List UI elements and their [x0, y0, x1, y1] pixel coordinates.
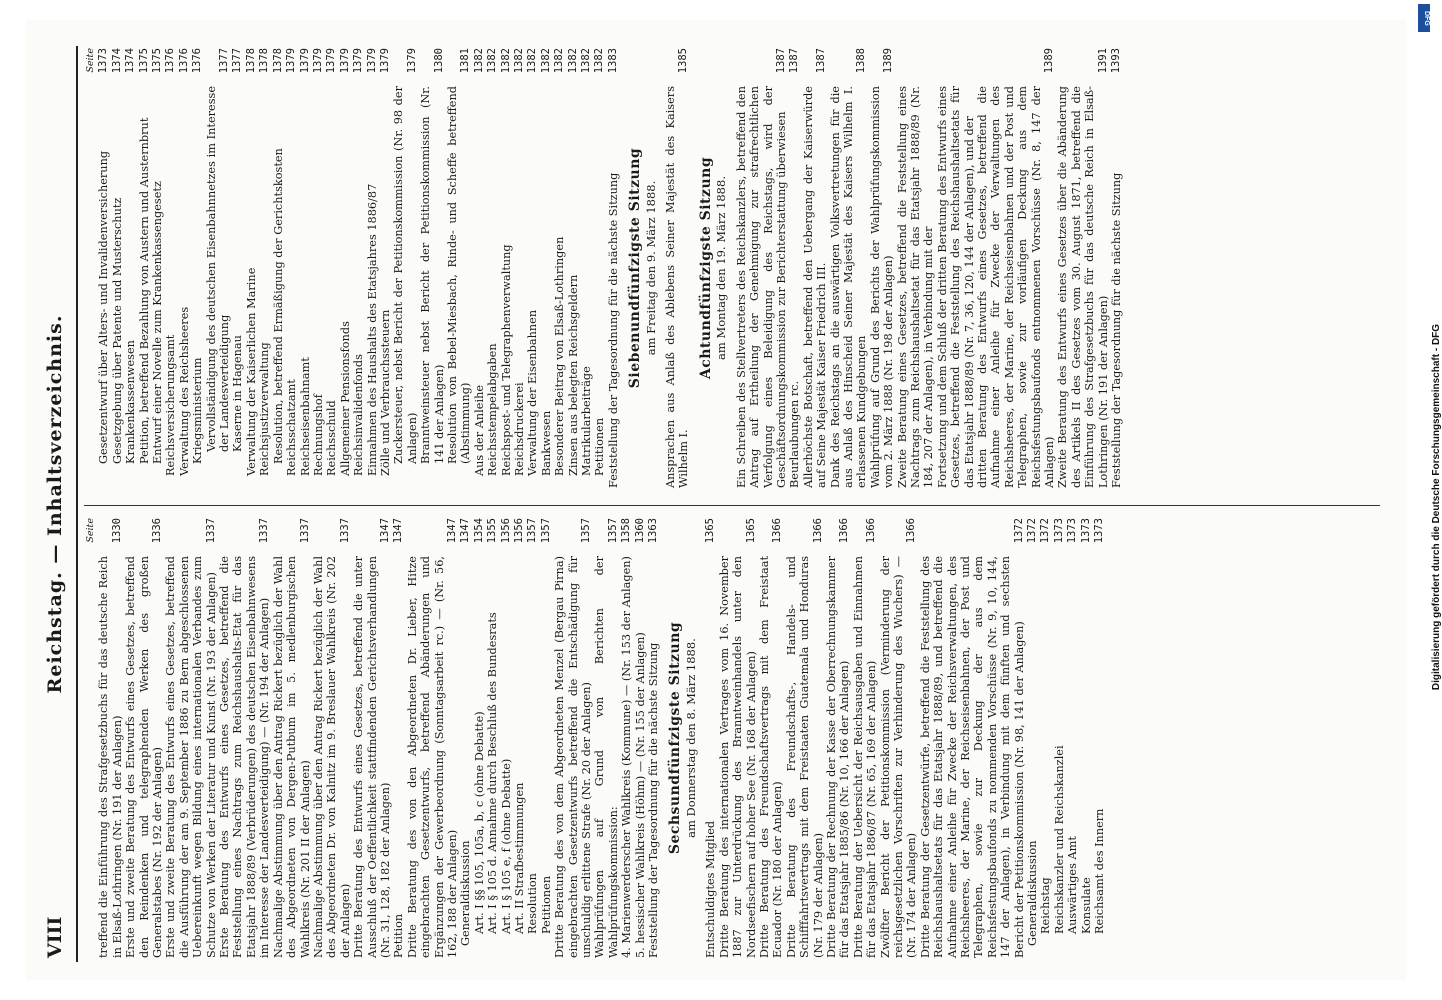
session-heading: Achtundfünfzigste Sitzung [697, 156, 714, 380]
toc-entry-page: 1379 [352, 48, 365, 74]
toc-entry-text: Reichsdruckerei [513, 382, 526, 476]
toc-entry [205, 48, 232, 488]
right-entries-session2 [735, 48, 1124, 488]
toc-entry [919, 518, 1026, 958]
toc-entry-text: Aus der Anleihe [472, 384, 486, 476]
toc-entry-text: treffend die Einführung des Strafgesetzbuchs für das deutsche Reich in Elsaß-Lothringen (Nr. 191 der Anlagen) [97, 556, 124, 958]
toc-entry-text: Art. I §§ 105, 105a, b, c (ohne Debatte) [472, 711, 486, 934]
toc-entry-page: 1375 [137, 48, 150, 74]
toc-entry-page: 1382 [566, 48, 579, 74]
toc-entry [325, 48, 338, 488]
toc-entry-page: 1378 [244, 48, 257, 74]
toc-entry-text: Verwaltung des Reichsheeres [177, 306, 191, 476]
toc-entry [486, 518, 499, 958]
toc-entry-page: 1387 [788, 48, 801, 74]
toc-entry-page: 1380 [432, 48, 445, 74]
session-date: am Montag den 19. März 1888. [714, 176, 729, 360]
toc-entry-page: 1385 [677, 48, 690, 74]
toc-entry-page: 1337 [298, 518, 311, 544]
toc-entry [553, 48, 566, 488]
toc-entry [392, 48, 419, 488]
toc-entry [567, 48, 580, 488]
toc-entry-text: 4. Marienwerderscher Wahlkreis (Kommune) — (Nr. 153 der Anlagen) [620, 556, 634, 958]
toc-entry-page: 1336 [151, 518, 164, 544]
toc-entry-text: Zwölfter Bericht der Petitionskommission (Verminderung der reichsgesetzlichen Vorschriften zur Verhinderung des Wuchers) — (Nr. 174 der Anlagen) [878, 556, 919, 958]
toc-entry-text: Ein Schreiben des Stellvertreters des Reichskanzlers, betreffend den Antrag auf Ertheilung der Genehmigung zur strafrechtlichen Verfolgung eines Beleidigung des Reichstags, wird der Geschäftsordnungskommission zur Berichterstattung überwiesen [734, 86, 788, 488]
toc-entry [446, 48, 473, 488]
toc-entry [97, 48, 110, 488]
toc-entry-page: 1356 [499, 518, 512, 544]
toc-entry-page: 1372 [1026, 518, 1039, 544]
session-heading: Sechsundfünfzigste Sitzung [667, 621, 684, 855]
toc-entry [164, 48, 177, 488]
toc-entry-text: Nachmalige Abstimmung über den Antrag Rickert bezüglich der Wahl des Abgeordneten von Dergen-Putbum im 5. medlenburgischen Wahlkreis (Nr. 201 II der Anlagen) [271, 556, 312, 958]
toc-entry [1056, 48, 1110, 488]
toc-entry-text: Reichsjustizverwaltung [258, 342, 272, 476]
toc-entry [500, 518, 513, 958]
toc-entry [593, 518, 620, 958]
toc-entry-text: Allerhöchste Botschaft, betreffend den Uebergang der Kaiserwürde auf Seine Majestät Kaiser Friedrich III. [801, 86, 829, 488]
toc-entry-text: Reichsstempelabgaben [486, 343, 500, 476]
toc-entry [258, 48, 271, 488]
toc-entry-page: 1374 [110, 48, 123, 74]
toc-entry-page: 1363 [647, 518, 660, 544]
toc-entry-page: 1330 [110, 518, 123, 544]
toc-entry [111, 48, 124, 488]
right-column [84, 48, 1380, 488]
digitization-note [1417, 20, 1442, 980]
toc-entry-text: Petition [392, 913, 406, 958]
toc-entry-page: 1383 [606, 48, 619, 74]
toc-entry [272, 518, 312, 958]
toc-entry-text: Generaldiskussion [1026, 840, 1040, 946]
toc-entry [896, 48, 936, 488]
toc-entry-page: 1382 [593, 48, 606, 74]
toc-entry [526, 48, 539, 488]
toc-entry-page: 1377 [218, 48, 231, 74]
toc-entry-page: 1379 [378, 48, 391, 74]
seite-label: Seite [85, 518, 96, 543]
toc-entry-text: Reichstag [1039, 877, 1053, 934]
toc-entry-text: Vervollständigung des deutschen Eisenbahnnetzes im Interesse der Landesverteidigung [204, 86, 232, 452]
toc-entry-text: Dritte Beratung des Freundschafts-, Handels- und Schifffahrtsvertrags mit dem Freistaaten Guatemala und Honduras (Nr. 179 der Anlagen) [784, 556, 825, 958]
page-header [44, 50, 72, 958]
toc-entry-text: Auswärtiges Amt [1066, 836, 1080, 934]
toc-entry-page: 1379 [325, 48, 338, 74]
toc-entry-text: Kriegsministerium [191, 357, 205, 464]
toc-entry-page: 1356 [513, 518, 525, 544]
toc-entry-text: Dritte Beratung der Uebersicht der Reichsausgaben und Einnahmen für das Etatsjahr 1886/87 (Nr. 65, 169 der Anlagen) [851, 556, 879, 958]
toc-entry [976, 48, 1056, 488]
toc-entry-text: Reichsamt des Innern [1093, 808, 1107, 934]
toc-entry [486, 48, 499, 488]
toc-entry-page: 1382 [513, 48, 525, 74]
toc-entry [1110, 48, 1123, 488]
toc-entry [352, 48, 365, 488]
toc-entry-page: 1337 [258, 518, 271, 544]
session-date: am Freitag den 9. März 1888. [643, 180, 658, 356]
toc-entry [285, 48, 298, 488]
toc-entry [607, 48, 620, 488]
toc-entry [339, 48, 352, 488]
toc-entry [825, 518, 852, 958]
toc-entry-text: Resolution von Bebel-Miesbach, Rinde- und Scheffe betreffend (Abstimmung) [445, 86, 473, 464]
toc-entry-text: Reichspost- und Telegraphenverwaltung [499, 244, 513, 476]
toc-entry-page: 1365 [704, 518, 717, 544]
toc-entry-text: Reichsschatzamt [285, 379, 299, 476]
left-entries-session [704, 518, 1106, 958]
toc-entry [1066, 518, 1079, 958]
toc-entry [473, 518, 486, 958]
toc-entry [1053, 518, 1066, 958]
toc-entry-text: Dritte Beratung des Freundschaftsvertrags mit dem Freistaat Ecuador (Nr. 180 der Anlagen) [757, 556, 785, 958]
toc-entry-text: Verwaltung der Eisenbahnen [526, 309, 540, 476]
toc-entry-text: Zölle und Verbrauchssteuern [378, 309, 392, 476]
toc-entry-text: Erste und zweite Beratung des Entwurfs eines Gesetzes, betreffend die Ausführung der am 9. September 1886 zu Bern abgeschlossenen Uebereinkunft wegen Bildung eines internationalen Verbandes zum Schutze von Werken der Literatur und Kunst (Nr. 193 der Anlagen) [164, 556, 218, 958]
toc-entry-page: 1377 [231, 48, 244, 74]
toc-entry-page: 1379 [311, 48, 324, 74]
toc-entry-text: Matrikularbeiträge [580, 366, 594, 476]
toc-entry-page: 1366 [865, 518, 878, 544]
toc-entry [231, 48, 244, 488]
toc-entry [758, 518, 785, 958]
toc-entry-page: 1373 [1093, 518, 1106, 544]
toc-entry-text: Rechnungshof [311, 394, 325, 476]
toc-entry-page: 1379 [298, 48, 311, 74]
toc-entry-text: Entschuldigtes Mitglied [704, 820, 718, 958]
toc-entry-page: 1382 [472, 48, 485, 74]
session-heading: Siebenundfünfzigste Sitzung [627, 147, 644, 389]
toc-entry-text: Art. I § 105 d. Annahme durch Beschluß des Bundesrats [486, 612, 500, 934]
toc-entry [1080, 518, 1093, 958]
toc-entry [272, 48, 285, 488]
toc-entry [634, 518, 647, 958]
toc-entry [191, 48, 204, 488]
toc-entry-text: Reichskanzler und Reichskanzlei [1052, 745, 1066, 934]
toc-entry [620, 518, 633, 958]
toc-entry [392, 518, 405, 958]
toc-entry-text: Krankenkassenwesen [124, 340, 138, 464]
toc-entry-page: 1387 [774, 48, 787, 74]
toc-entry [802, 48, 829, 488]
toc-entry-text: Reichsschuld [325, 400, 339, 476]
toc-entry-page: 1366 [905, 518, 918, 544]
toc-entry-text: Petitionen [593, 417, 607, 476]
toc-entry [97, 518, 124, 958]
toc-entry-text: Erste Beratung des Entwurfs eines Gesetzes, betreffend die Feststellung eines Nachtrags zum Reichshaushalts-Etat für das Etatsjahr 1888/89 (Verbrüderungen) des deutschen Eisenbahnwesens im Interesse der Landesverteidigung) — (Nr. 194 der Anlagen) [218, 556, 272, 958]
toc-entry-text: Einnahmen des Haushalts des Etatsjahres 1886/87 [365, 183, 379, 476]
toc-entry [178, 48, 191, 488]
toc-entry-page: 1358 [620, 518, 633, 544]
toc-entry [1039, 518, 1052, 958]
toc-entry [218, 518, 272, 958]
toc-entry [352, 518, 392, 958]
toc-entry-text: Resolution, betreffend Ermäßigung der Gerichtskosten [271, 148, 285, 464]
toc-entry [513, 48, 526, 488]
seite-label: Seite [85, 48, 96, 73]
toc-entry-page: 1372 [1012, 518, 1025, 544]
toc-entry-page: 1382 [526, 48, 539, 74]
toc-entry-text: Ansprachen aus Anlaß des Ablebens Seiner Majestät des Kaisers Wilhelm I. [664, 86, 691, 488]
toc-entry-text: Dritte Beratung des Entwurfs eines Gesetzes, betreffend die unter Ausschluß der Oeffentlichkeit stattfindenden Gerichtsverhandlungen (Nr. 31, 128, 182 der Anlagen) [352, 556, 392, 958]
toc-entry-text: Wahlprüfung auf Grund des Berichts der Wahlprüfungskommission vom 2. März 1888 (Nr. 198 der Anlagen) [868, 86, 896, 488]
toc-entry [704, 518, 717, 958]
toc-entry [936, 48, 976, 488]
toc-entry-text: Verwaltung der Kaiserlichen Marine [244, 267, 258, 476]
toc-entry [829, 48, 869, 488]
toc-entry-page: 1372 [1039, 518, 1052, 544]
toc-entry [1026, 518, 1039, 958]
toc-entry-page: 1382 [553, 48, 566, 74]
toc-entry-text: Art. II Strafbestimmungen [513, 782, 526, 934]
toc-entry-page: 1375 [151, 48, 164, 74]
left-entries-top [97, 518, 459, 958]
toc-entry-page: 1376 [191, 48, 204, 74]
right-entries-session1 [664, 48, 691, 488]
toc-entry-page: 1378 [271, 48, 284, 74]
toc-entry-page: 1389 [882, 48, 895, 74]
toc-entry-page: 1379 [405, 48, 418, 74]
toc-entry-text: Dritte Beratung des von den Abgeordneten Dr. Lieber, Hitze eingebrachten Gesetzentwurfs, betreffend Abänderungen und Ergänzungen der Gewerbeordnung (Sonntagsarbeit rc.) — (Nr. 56, 162, 188 der Anlagen) [405, 556, 459, 958]
toc-entry-page: 1378 [258, 48, 271, 74]
toc-entry [459, 518, 472, 958]
toc-entry-text: Resolution [526, 873, 540, 934]
toc-entry-text: Dank des Reichstags an die auswärtigen Volksvertretungen für die aus Anlaß des Hinscheid Seiner Majestät des Kaisers Wilhelm I. erlassenen Kundgebungen [828, 86, 869, 488]
toc-entry-text: Besonderer Beitrag von Elsaß-Lothringen [553, 236, 567, 476]
toc-entry [164, 518, 218, 958]
toc-entry-text: Feststellung der Tagesordnung für die nächste Sitzung [606, 172, 620, 488]
toc-entry-page: 1379 [365, 48, 378, 74]
toc-entry-page: 1373 [1079, 518, 1092, 544]
toc-entry-page: 1373 [97, 48, 110, 74]
toc-entry [124, 518, 164, 958]
toc-entry-text: Zinsen aus belegten Reichsgeldern [566, 274, 580, 476]
toc-entry-text: Erste und zweite Beratung des Entwurfs eines Gesetzes, betreffend den Reindenken und telegraphenden Werken des großen Generalstabes (Nr. 192 der Anlagen) [124, 556, 165, 958]
column-divider [84, 505, 1380, 506]
toc-entry-page: 1382 [539, 48, 552, 74]
dfg-logo-badge: DFG [1418, 4, 1430, 32]
page-number: VIII [44, 916, 66, 958]
toc-entry [151, 48, 164, 488]
toc-entry-text: Bankwesen [539, 410, 553, 476]
left-entries-after [553, 518, 660, 958]
digitization-note-text: Digitalisierung gefördert durch die Deutsche Forschungsgemeinschaft - DFG [1431, 323, 1442, 691]
toc-entry [647, 518, 660, 958]
toc-entry-text: Allgemeiner Pensionsfonds [338, 321, 352, 476]
toc-entry-text: Wahlprüfungen auf Grund von Berichten der Wahlprüfungskommission: [593, 556, 620, 958]
toc-entry-text: Art. I § 105 e, f (ohne Debatte) [499, 758, 513, 934]
toc-entry [553, 518, 593, 958]
session-date: am Donnerstag den 8. März 1888. [683, 638, 698, 838]
toc-entry-page: 1347 [378, 518, 391, 544]
toc-entry-text: Zuckersteuer, nebst Bericht der Petitionskommission (Nr. 98 der Anlagen) [392, 86, 419, 464]
scanned-page [26, 20, 1406, 980]
toc-entry-page: 1337 [204, 518, 217, 544]
toc-entry-text: Entwurf einer Novelle zum Krankenkassengesetz [151, 181, 165, 464]
toc-entry-page: 1382 [499, 48, 512, 74]
toc-entry [245, 48, 258, 488]
toc-entry-page: 1382 [486, 48, 499, 74]
toc-entry [593, 48, 606, 488]
toc-entry-text: Branntweinsteuer nebst Bericht der Petitionskommission (Nr. 141 der Anlagen) [419, 86, 446, 464]
toc-entry-text: Dritte Beratung der Gesetzentwürfe, betreffend die Feststellung des Reichshaushaltsetats für das Etatsjahr 1888/89, und betreffend die Aufnahme einer Anleihe für Zwecke der Reichsverwaltungen, des Reichsheeres, der Marine, der Reichseisenbahnen, der Post und Telegraphen, sowie zur Deckung der aus dem Reichsfestungsbaufonds zu nommenden Vorschüsse (Nr. 9, 10, 144, 147 der Anlagen), in Verbindung mit dem fünften und sechsten Bericht der Petitionskommission (Nr. 98, 141 der Anlagen) [918, 556, 1026, 958]
toc-entry-text: Zweite Beratung des Entwurfs eines Gesetzes über die Abänderung des Artikels II des Gesetzes vom 30. August 1871, betreffend die Einführung des Strafgesetzbuchs für das deutsche Reich in Elsaß-Lothringen (Nr. 191 der Anlagen) [1056, 86, 1110, 488]
toc-entry [419, 48, 446, 488]
toc-entry-page: 1347 [459, 518, 472, 544]
toc-entry-page: 1357 [580, 518, 593, 544]
toc-entry-page: 1393 [1110, 48, 1123, 74]
toc-entry-text: Dritte Beratung der Rechnung der Kasse der Oberrechnungskammer für das Etatsjahr 1885/86 (Nr. 10, 166 der Anlagen) [824, 556, 852, 958]
toc-entry-page: 1391 [1096, 48, 1109, 74]
toc-entry-page: 1387 [815, 48, 828, 74]
toc-entry-page: 1376 [164, 48, 177, 74]
toc-entry-text: Dritte Beratung des internationalen Vertrages vom 16. November 1887 zur Unterdrückung des Branntweinhandels unter den Nordseefischern auf hoher See (Nr. 168 der Anlagen) [717, 556, 758, 958]
toc-entry [852, 518, 879, 958]
toc-entry [312, 48, 325, 488]
header-rule [76, 46, 78, 962]
toc-entry-page: 1373 [1052, 518, 1065, 544]
toc-entry-text: Petitionen [539, 875, 553, 934]
toc-entry [138, 48, 151, 488]
toc-entry [406, 518, 460, 958]
toc-entry-page: 1382 [580, 48, 593, 74]
toc-entry [379, 48, 392, 488]
toc-entry-page: 1366 [811, 518, 824, 544]
toc-entry-page: 1360 [633, 518, 646, 544]
toc-entry [879, 518, 919, 958]
toc-entry-page: 1357 [539, 518, 552, 544]
toc-entry-text: Reichsversicherungsamt [164, 334, 178, 476]
left-entries-sub [459, 518, 553, 958]
toc-entry [540, 518, 553, 958]
toc-entry-page: 1337 [338, 518, 351, 544]
toc-entry-text: 5. hessischer Wahlkreis (Höhm) — (Nr. 155 der Anlagen) [633, 632, 647, 958]
toc-entry-text: Reichseisenbahnamt [298, 357, 312, 476]
toc-entry-text: Petition, betreffend Bezahlung von Austern und Austernbrut [137, 117, 151, 464]
toc-entry [540, 48, 553, 488]
toc-entry-text: Konsulate [1079, 877, 1093, 934]
toc-entry-text: Dritte Beratung des von dem Abgeordneten Menzel (Bergau Pirna) eingebrachten Gesetzentwurfs betreffend die Entschädigung für unschuldig erlittene Strafe (Nr. 20 der Anlagen) [553, 556, 594, 958]
toc-entry-text: Beurlaubungen rc. [788, 380, 802, 488]
toc-entry-text: Fortsetzung und dem Schluß der dritten Beratung des Entwurfs eines Gesetzes, betreffend die Feststellung des Reichshaushaltsetats für das Etatsjahr 1888/89 (Nr. 7, 36, 120, 144 der Anlagen), und der [935, 86, 976, 488]
toc-entry-text: Zweite Beratung eines Gesetzes, betreffend die Feststellung eines Nachtrags zum Reichshaushaltsetat für das Etatsjahr 1888/89 (Nr. 184, 207 der Anlagen), in Verbindung mit der [895, 86, 936, 488]
toc-entry [526, 518, 539, 958]
toc-entry [664, 48, 691, 488]
toc-entry-text: Feststellung der Tagesordnung für die nächste Sitzung [647, 642, 661, 958]
toc-entry [785, 518, 825, 958]
toc-entry-page: 1376 [177, 48, 190, 74]
toc-entry [473, 48, 486, 488]
toc-entry-text: Generaldiskussion [459, 840, 473, 946]
toc-entry-text: Reichsinvalidenfonds [352, 354, 366, 476]
toc-entry-page: 1365 [744, 518, 757, 544]
toc-entry-page: 1357 [526, 518, 539, 544]
toc-entry [513, 518, 526, 958]
left-column [84, 518, 1380, 958]
toc-entry [869, 48, 896, 488]
toc-entry-page: 1357 [606, 518, 619, 544]
toc-entry-page: 1373 [1066, 518, 1079, 544]
toc-entry-text: Nachmalige Abstimmung über den Antrag Rickert bezüglich der Wahl des Abgeordneten Dr. von Kalnitz im 9. Breslauer Wahlkreis (Nr. 202 der Anlagen) [311, 556, 352, 958]
toc-entry [735, 48, 789, 488]
toc-entry [500, 48, 513, 488]
toc-entry-page: 1379 [285, 48, 298, 74]
toc-entry [299, 48, 312, 488]
toc-entry-page: 1347 [445, 518, 458, 544]
toc-entry-page: 1379 [338, 48, 351, 74]
toc-entry-page: 1388 [855, 48, 868, 74]
toc-entry-page: 1389 [1043, 48, 1056, 74]
toc-entry-text: dritten Beratung des Entwurfs eines Gesetzes, betreffend die Aufnahme einer Anleihe für Zwecke der Verwaltungen des Reichsheeres, der Marine, der Reichseisenbahnen und der Post und Telegraphen, sowie zur vorläufigen Deckung aus dem Reichsfestungsbaufonds entnommenen Vorschüsse (Nr. 8, 147 der Anlagen) [976, 86, 1057, 488]
toc-entry-text: Gesetzgebung über Patente und Musterschutz [110, 197, 124, 464]
toc-entry-page: 1354 [472, 518, 485, 544]
right-entries-top [97, 48, 620, 488]
toc-entry [124, 48, 137, 488]
toc-entry [366, 48, 379, 488]
toc-entry-page: 1381 [459, 48, 472, 74]
toc-entry-page: 1355 [486, 518, 499, 544]
toc-entry [788, 48, 801, 488]
running-title: Reichstag. — Inhaltsverzeichnis. [44, 314, 66, 694]
toc-entry-page: 1374 [124, 48, 137, 74]
toc-entry-text: Gesetzentwurf über Alters- und Invalidenversicherung [97, 150, 111, 464]
toc-entry [718, 518, 758, 958]
toc-entry-page: 1347 [392, 518, 405, 544]
toc-entry-text: Feststellung der Tagesordnung für die nächste Sitzung [1110, 172, 1124, 488]
toc-entry-text: Kaserne in Hagenau [231, 335, 245, 452]
toc-entry [580, 48, 593, 488]
toc-entry-page: 1366 [771, 518, 784, 544]
toc-entry [1093, 518, 1106, 958]
toc-entry-page: 1366 [838, 518, 851, 544]
toc-entry [312, 518, 352, 958]
